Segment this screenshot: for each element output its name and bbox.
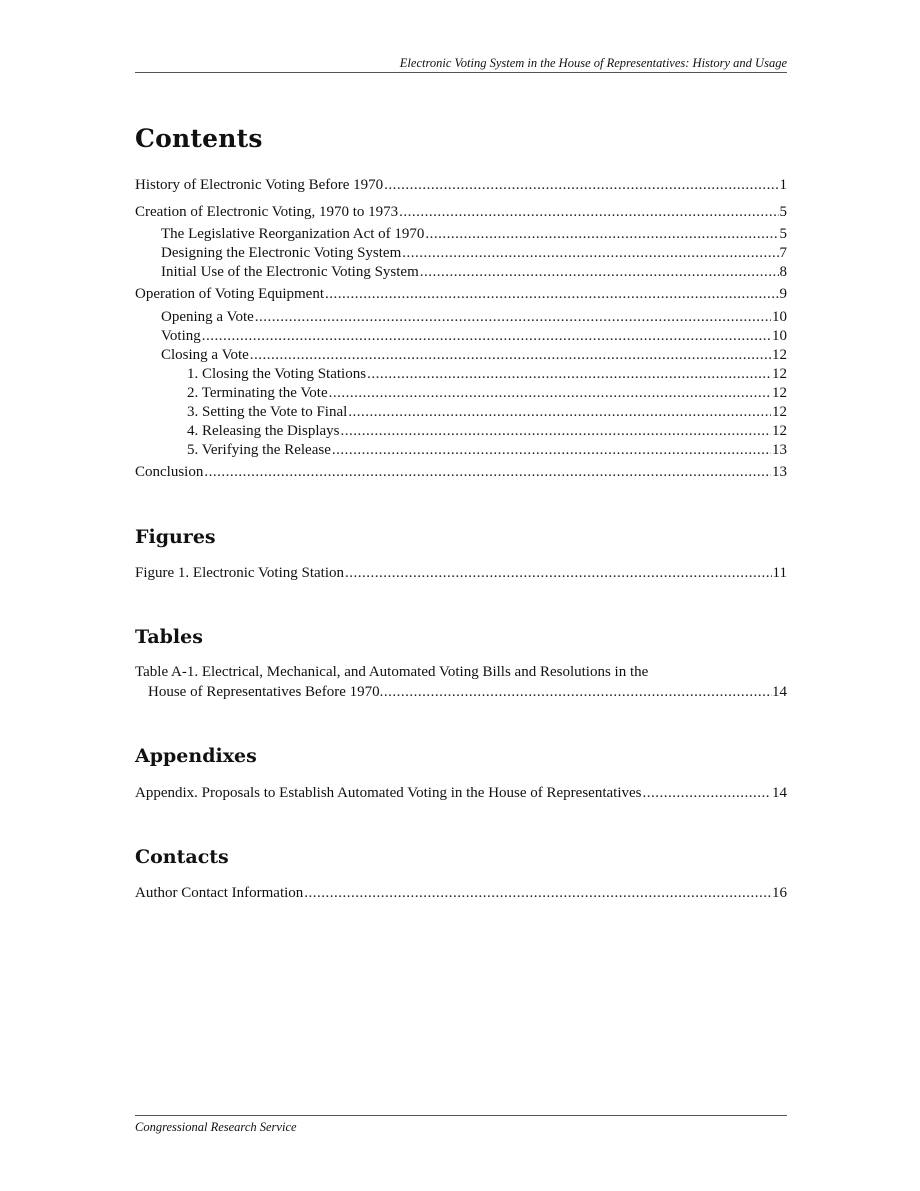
toc-entry-page: 5 [779,204,787,220]
toc-entry-title: 2. Terminating the Vote [187,385,328,401]
dot-leader [332,441,771,459]
dot-leader [425,225,778,243]
toc-entry[interactable] [135,441,787,459]
toc-entry-page: 11 [772,565,787,581]
toc-entry-title: History of Electronic Voting Before 1970 [135,177,384,193]
dot-leader [380,682,772,702]
toc-entry-page: 1 [779,177,787,193]
toc-entry-page: 9 [779,286,787,302]
dot-leader [255,308,771,326]
toc-entry-title: Figure 1. Electronic Voting Station [135,565,345,581]
toc-entry[interactable] [135,403,787,421]
toc-entry-page: 12 [772,347,787,363]
dot-leader [345,564,772,582]
dot-leader [325,285,778,303]
dot-leader [642,784,771,802]
footer-divider [135,1115,787,1116]
toc-entry-page: 7 [779,245,787,261]
dot-leader [420,263,779,281]
dot-leader [204,463,771,481]
toc-entry-title: Creation of Electronic Voting, 1970 to 1973 [135,204,399,220]
toc-entry-title: Conclusion [135,464,204,480]
toc-entry[interactable] [135,384,787,402]
dot-leader [304,884,771,902]
toc-entry-title: Initial Use of the Electronic Voting System [161,264,419,280]
toc-entry-table[interactable] [135,662,787,702]
toc-entry-contact[interactable] [135,884,787,902]
header-divider [135,72,787,73]
toc-entry-page: 10 [772,328,787,344]
toc-entry-title-line2: House of Representatives Before 1970 [148,684,380,700]
dot-leader [367,365,771,383]
toc-entry-page: 12 [772,385,787,401]
toc-entry-page: 12 [772,404,787,420]
toc-entry-page: 14 [772,684,787,700]
toc-entry[interactable] [135,203,787,221]
dot-leader [250,346,771,364]
toc-entry-title: Voting [161,328,201,344]
dot-leader [384,176,778,194]
toc-entry-page: 12 [772,423,787,439]
toc-entry-title: The Legislative Reorganization Act of 1970 [161,226,425,242]
toc-entry-title-line1: Table A-1. Electrical, Mechanical, and Automated Voting Bills and Resolutions in the [135,664,649,680]
toc-entry[interactable] [135,327,787,345]
toc-entry-appendix[interactable] [135,784,787,802]
appendixes-heading: Appendixes [135,745,257,767]
toc-entry[interactable] [135,176,787,194]
toc-entry-figure[interactable] [135,564,787,582]
toc-entry-page: 14 [772,785,787,801]
toc-entry-title: Operation of Voting Equipment [135,286,325,302]
contents-heading: Contents [135,124,263,153]
toc-entry-page: 16 [772,885,787,901]
figures-heading: Figures [135,526,216,548]
toc-entry-page: 13 [772,464,787,480]
toc-entry-page: 12 [772,366,787,382]
toc-entry[interactable] [135,285,787,303]
running-header: Electronic Voting System in the House of Representatives: History and Usage [399,56,787,70]
toc-entry[interactable] [135,422,787,440]
toc-entry-title: 4. Releasing the Displays [187,423,340,439]
dot-leader [402,244,778,262]
toc-entry-page: 10 [772,309,787,325]
toc-entry[interactable] [135,346,787,364]
toc-entry-page: 13 [772,442,787,458]
toc-entry[interactable] [135,308,787,326]
toc-entry-title: Appendix. Proposals to Establish Automated Voting in the House of Representatives [135,785,642,801]
toc-entry[interactable] [135,365,787,383]
tables-heading: Tables [135,626,203,648]
dot-leader [348,403,771,421]
toc-entry-title: Author Contact Information [135,885,304,901]
dot-leader [340,422,771,440]
toc-entry-title: 1. Closing the Voting Stations [187,366,367,382]
toc-entry[interactable] [135,263,787,281]
running-footer: Congressional Research Service [135,1120,297,1134]
dot-leader [329,384,771,402]
toc-entry-title: Designing the Electronic Voting System [161,245,402,261]
toc-entry-title: Opening a Vote [161,309,254,325]
toc-entry[interactable] [135,463,787,481]
dot-leader [202,327,771,345]
toc-entry-title: 3. Setting the Vote to Final [187,404,348,420]
toc-entry-page: 8 [779,264,787,280]
dot-leader [399,203,778,221]
toc-entry-page: 5 [779,226,787,242]
toc-entry[interactable] [135,225,787,243]
toc-entry[interactable] [135,244,787,262]
toc-entry-title: Closing a Vote [161,347,249,363]
toc-entry-title: 5. Verifying the Release [187,442,331,458]
document-page [135,0,787,1191]
toc-entry-title-line2-row [135,682,787,702]
contacts-heading: Contacts [135,846,229,868]
